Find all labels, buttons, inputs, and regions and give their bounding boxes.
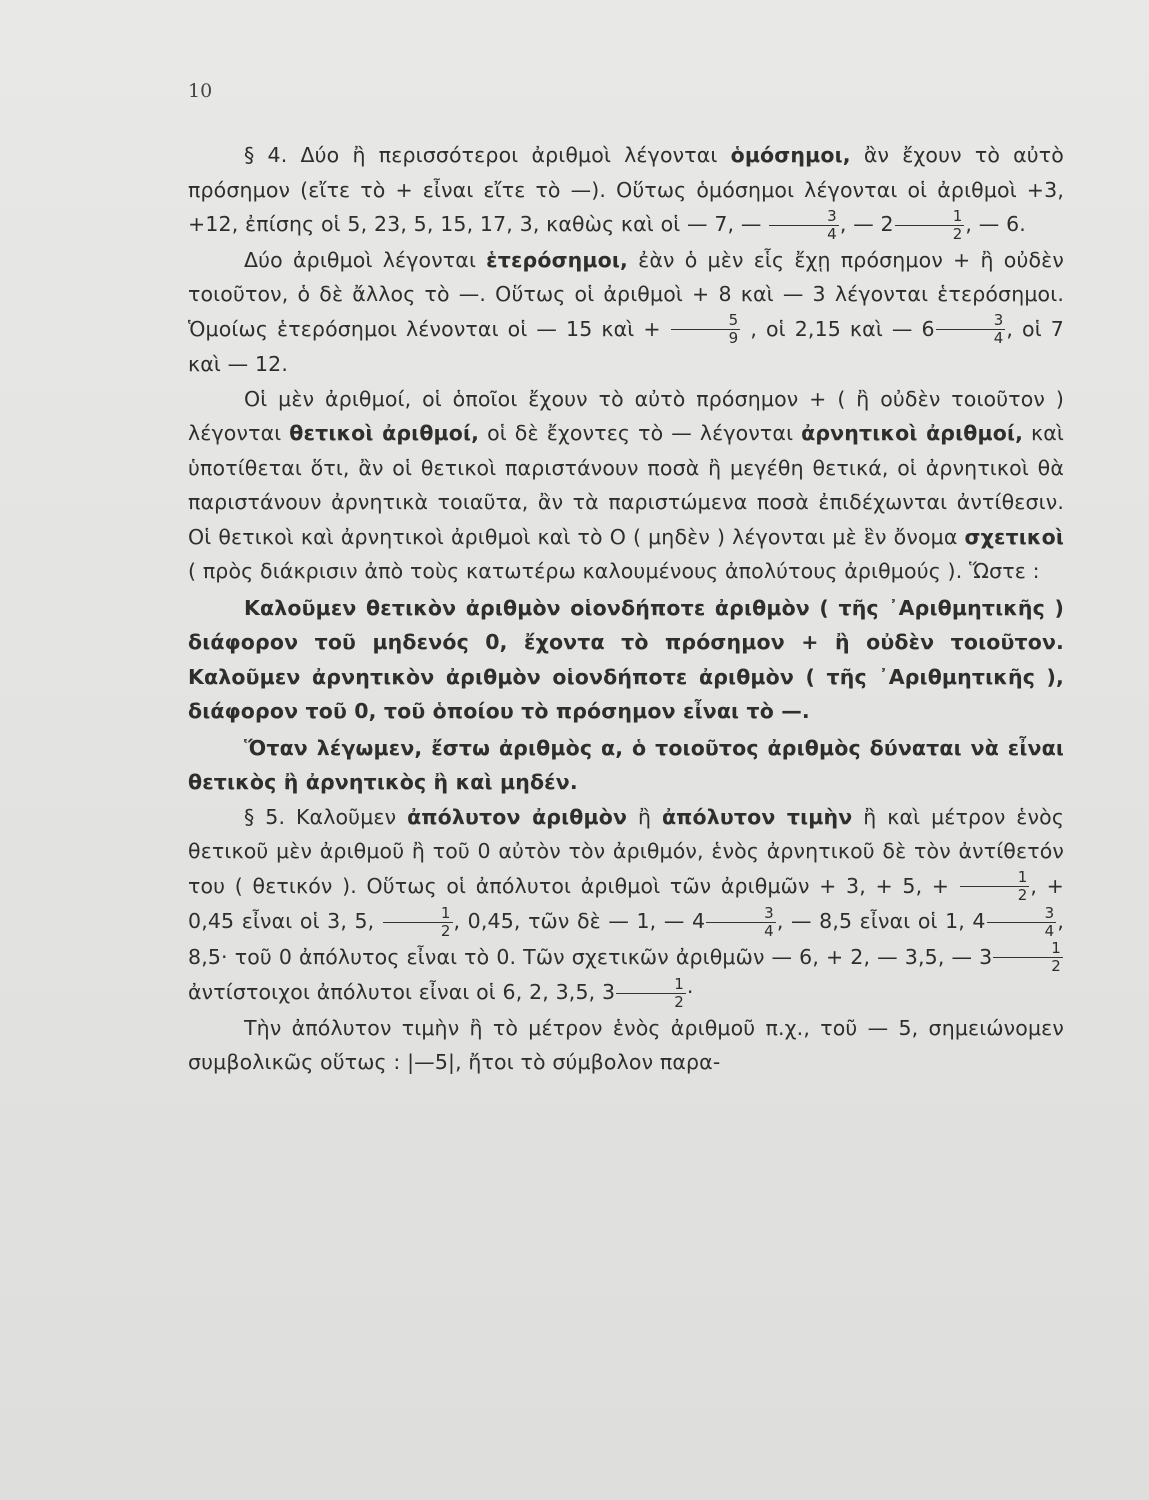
numerator: 1 (993, 940, 1063, 958)
text: ( πρὸς διάκρισιν ἀπὸ τοὺς κατωτέρω καλουμένους ἀπολύτους ἀριθμούς ). Ὥστε : (188, 559, 1040, 583)
text: Οἱ μὲν ἀριθμοί, οἱ ὁποῖοι ἔχουν τὸ αὐτὸ πρόσημον + ( ἢ οὐδὲν τοιοῦτον ) λέγονται (188, 386, 1064, 445)
denominator: 2 (440, 921, 451, 940)
text: οἱ δὲ ἔχοντες τὸ — λέγονται (479, 421, 802, 445)
fraction (960, 869, 1030, 904)
definition-paragraph: Καλοῦμεν θετικὸν ἀριθμὸν οἱονδήποτε ἀριθμὸν ( τῆς ᾿Αριθμητικῆς ) διάφορον τοῦ μηδενός 0, ἔχοντα τὸ πρόσημον + ἢ οὐδὲν τοιοῦτον. Καλοῦμεν ἀρνητικὸν ἀριθμὸν οἱονδήποτε ἀριθμὸν ( τῆς ᾿Αριθμητικῆς ), διάφορον τοῦ 0, τοῦ ὁποίου τὸ πρόσημον εἶναι τὸ —. (188, 595, 1064, 723)
paragraph-section-5 (188, 800, 1064, 1011)
denominator: 2 (1051, 957, 1061, 975)
paragraph-positive-negative (188, 382, 1064, 589)
fraction (987, 905, 1057, 940)
page-number: 10 (188, 80, 213, 102)
numerator: 3 (706, 905, 776, 923)
paragraph-heterosemoi (188, 243, 1064, 382)
fraction (993, 940, 1063, 975)
numerator: 3 (936, 312, 1006, 330)
term-negative-numbers: ἀρνητικοὶ ἀριθμοί, (801, 421, 1024, 445)
denominator: 2 (952, 224, 963, 243)
term-absolute-value: ἀπόλυτον τιμὴν (661, 804, 853, 829)
fraction (706, 905, 776, 940)
paragraph-notation: Τὴν ἀπόλυτον τιμὴν ἢ τὸ μέτρον ἑνὸς ἀριθμοῦ π.χ., τοῦ — 5, σημειώνομεν συμβολικῶς οὕτως : |—5|, ἤτοι τὸ σύμβολον παρα- (188, 1015, 1064, 1074)
text: · (686, 980, 694, 1004)
numerator: 3 (769, 208, 839, 226)
numerator: 1 (616, 976, 686, 994)
text: Δύο ἀριθμοὶ λέγονται (244, 247, 487, 272)
text: , 8,5· τοῦ 0 ἀπόλυτος εἶναι τὸ 0. Τῶν σχετικῶν ἀριθμῶν — 6, + 2, — 3,5, — 3 (188, 909, 1065, 969)
term-heterosemoi: ἑτερόσημοι, (486, 247, 628, 272)
text: § 4. Δύο ἢ περισσότεροι ἀριθμοὶ λέγονται (244, 143, 731, 167)
text: , + 0,45 εἶναι οἱ 3, 5, (188, 873, 1064, 933)
denominator: 2 (1017, 886, 1028, 904)
term-positive-numbers: θετικοὶ ἀριθμοί, (289, 421, 480, 445)
denominator: 4 (764, 921, 774, 940)
numerator: 5 (671, 312, 741, 330)
text: ἢ καὶ μέτρον ἑνὸς θετικοῦ μὲν ἀριθμοῦ ἢ τοῦ 0 αὐτὸν τὸν ἀριθμόν, ἑνὸς ἀρνητικοῦ δὲ τὸν ἀντίθετόν του ( θετικόν ). Οὕτως οἱ ἀπόλυτοι ἀριθμοὶ τῶν ἀριθμῶν + 3, + 5, + (188, 804, 1065, 898)
text: , οἱ 7 καὶ — 12. (188, 316, 1064, 376)
page-body (188, 138, 1064, 1080)
numerator: 1 (895, 208, 965, 226)
text: , — 6. (965, 212, 1026, 236)
denominator: 9 (728, 329, 739, 347)
text: ἐὰν ὁ μὲν εἷς ἔχῃ πρόσημον + ἢ οὐδὲν τοιοῦτον, ὁ δὲ ἄλλος τὸ —. Οὕτως οἱ ἀριθμοὶ + 8 καὶ — 3 λέγονται ἑτερόσημοι. Ὁμοίως ἑτερόσημοι λένονται οἱ — 15 καὶ + (188, 247, 1064, 341)
note-paragraph: Ὅταν λέγωμεν, ἔστω ἀριθμὸς α, ὁ τοιοῦτος ἀριθμὸς δύναται νὰ εἶναι θετικὸς ἢ ἀρνητικὸς ἢ καὶ μηδέν. (188, 735, 1064, 794)
text: § 5. Καλοῦμεν (244, 804, 408, 829)
fraction (936, 312, 1006, 347)
fraction (616, 976, 686, 1011)
term-absolute-number: ἀπόλυτον ἀριθμὸν (407, 804, 628, 829)
numerator: 3 (987, 905, 1057, 923)
term-relative: σχετικοὶ (964, 524, 1064, 549)
numerator: 1 (383, 905, 453, 923)
numerator: 1 (960, 869, 1030, 887)
denominator: 4 (1044, 921, 1055, 940)
text: ἢ (627, 804, 662, 829)
fraction (671, 312, 741, 347)
fraction (769, 208, 839, 243)
paragraph-section-4 (188, 138, 1064, 243)
fraction (895, 208, 965, 243)
text: καὶ ὑποτίθεται ὅτι, ἂν οἱ θετικοὶ παριστάνουν ποσὰ ἢ μεγέθη θετικά, οἱ ἀρνητικοὶ θὰ παριστάνουν ἀρνητικὰ τοιαῦτα, ἂν τὰ παριστώμενα ποσὰ ἐπιδέχωνται ἀντίθεσιν. Οἱ θετικοὶ καὶ ἀρνητικοὶ ἀριθμοὶ καὶ τὸ Ο ( μηδὲν ) λέγονται μὲ ἓν ὄνομα (188, 421, 1065, 549)
text: , 0,45, τῶν δὲ — 1, — 4 (453, 909, 706, 933)
text: ἀντίστοιχοι ἀπόλυτοι εἶναι οἱ 6, 2, 3,5, 3 (188, 980, 616, 1004)
fraction (383, 905, 453, 940)
text: , οἱ 2,15 καὶ — 6 (741, 316, 935, 341)
denominator: 4 (827, 224, 837, 243)
text: , — 8,5 εἶναι οἱ 1, 4 (776, 909, 986, 933)
term-homosemoi: ὁμόσημοι, (730, 143, 851, 167)
text: , — 2 (839, 212, 894, 236)
text: ἂν ἔχουν τὸ αὐτὸ πρόσημον (εἴτε τὸ + εἶναι εἴτε τὸ —). Οὕτως ὁμόσημοι λέγονται οἱ ἀριθμοὶ +3, +12, ἐπίσης οἱ 5, 23, 5, 15, 17, 3, καθὼς καὶ οἱ — 7, — (188, 143, 1064, 236)
denominator: 2 (674, 992, 684, 1011)
denominator: 4 (993, 329, 1004, 347)
